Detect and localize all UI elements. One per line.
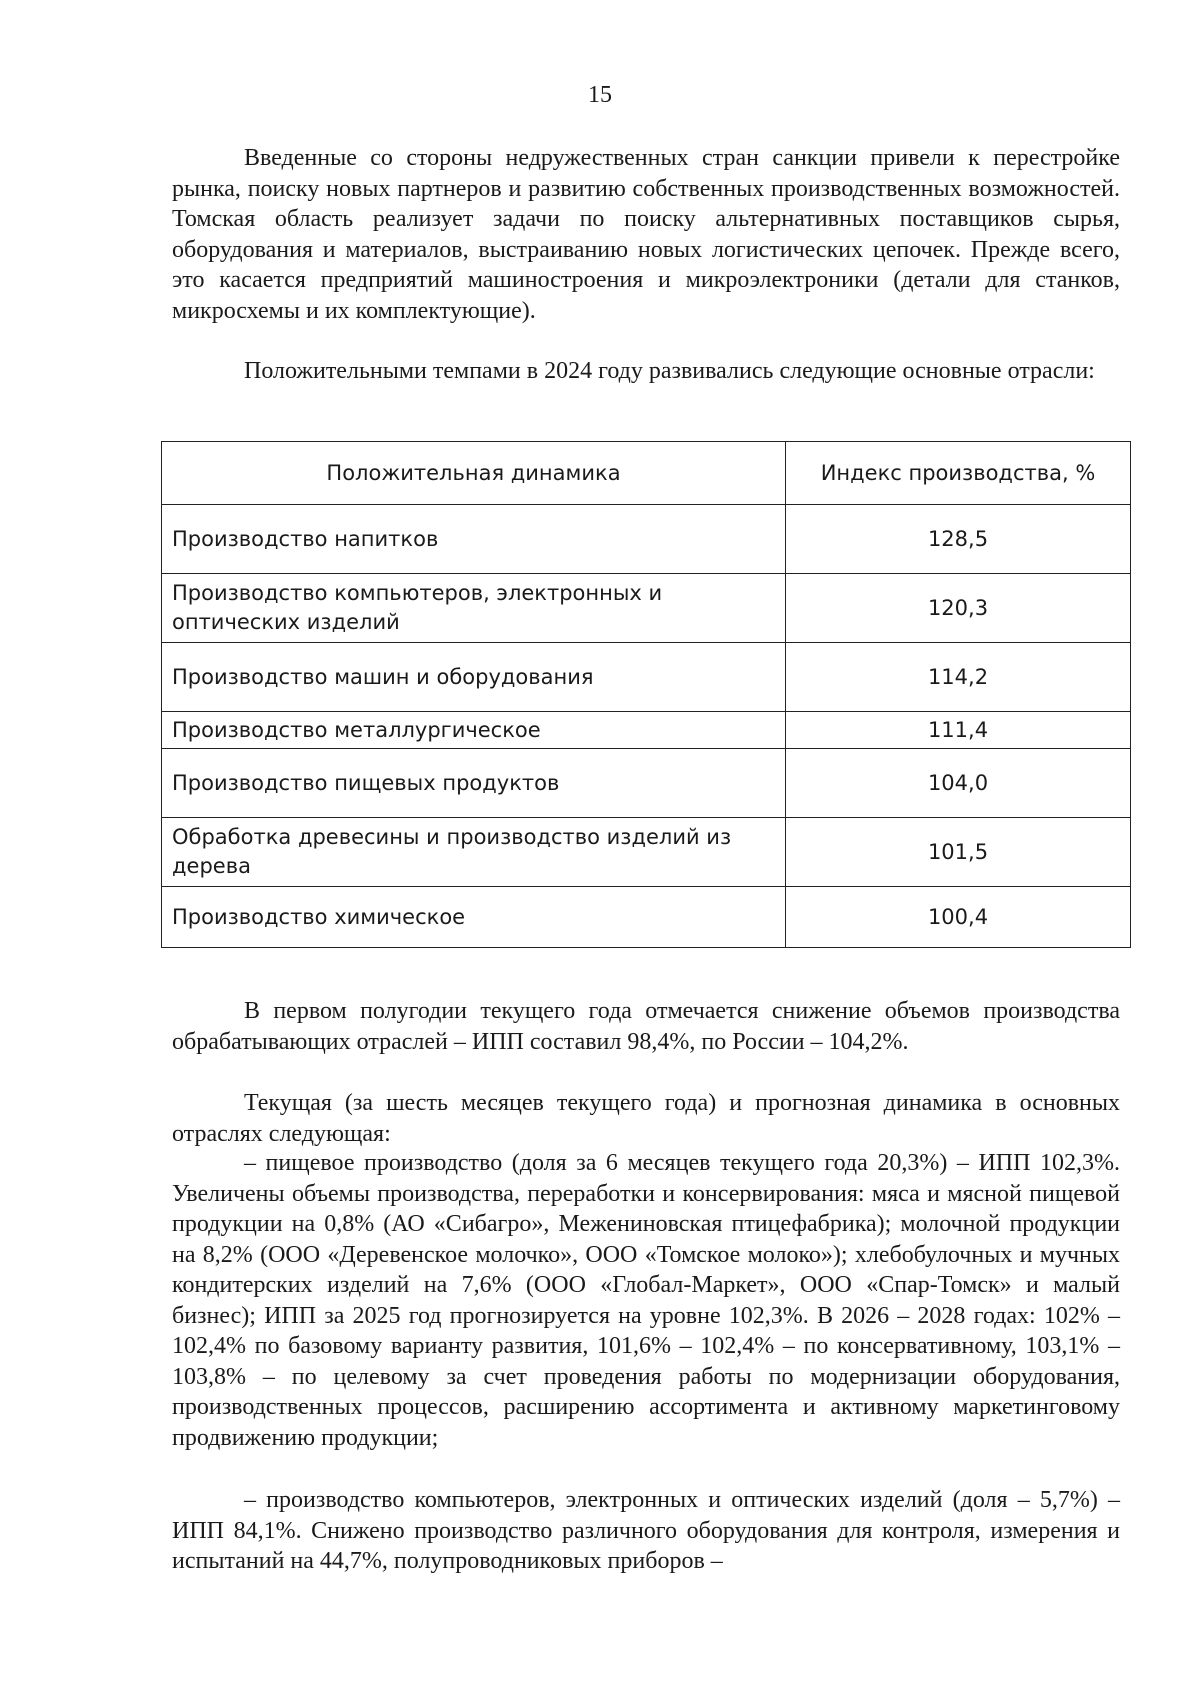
row-value: 100,4 (786, 887, 1131, 948)
table-row (162, 818, 1131, 887)
paragraph-intro: Введенные со стороны недружественных стран санкции привели к перестройке рынка, поиску новых партнеров и развитию собственных производственных возможностей. Томская область реализует задачи по поиску альтернативных поставщиков сырья, оборудования и материалов, выстраиванию новых логистических цепочек. Прежде всего, это касается предприятий машиностроения и микроэлектроники (детали для станков, микросхемы и их комплектующие). (172, 145, 1120, 324)
row-name: Производство химическое (162, 887, 786, 948)
table-row (162, 712, 1131, 749)
production-index-table (161, 441, 1131, 948)
row-name: Обработка древесины и производство изделий из дерева (162, 818, 786, 887)
table-row (162, 574, 1131, 643)
row-value: 128,5 (786, 505, 1131, 574)
header-production-index: Индекс производства, % (786, 442, 1131, 505)
paragraph-lead-in: Положительными темпами в 2024 году развивались следующие основные отрасли: (244, 358, 1095, 384)
row-value: 114,2 (786, 643, 1131, 712)
page-number: 15 (588, 82, 612, 108)
row-value: 120,3 (786, 574, 1131, 643)
table-row (162, 749, 1131, 818)
table-row (162, 887, 1131, 948)
paragraph-current-dynamics: Текущая (за шесть месяцев текущего года) и прогнозная динамика в основных отраслях следующая: (172, 1090, 1120, 1147)
row-name: Производство машин и оборудования (162, 643, 786, 712)
row-name: Производство напитков (162, 505, 786, 574)
row-name: Производство пищевых продуктов (162, 749, 786, 818)
row-name: Производство металлургическое (162, 712, 786, 749)
row-name: Производство компьютеров, электронных и оптических изделий (162, 574, 786, 643)
table-header-row (162, 442, 1131, 505)
row-value: 111,4 (786, 712, 1131, 749)
row-value: 104,0 (786, 749, 1131, 818)
table-row (162, 643, 1131, 712)
paragraph-food-production: – пищевое производство (доля за 6 месяцев текущего года 20,3%) – ИПП 102,3%. Увеличены объемы производства, переработки и консервирования: мяса и мясной пищевой продукции на 0,8% (АО «Сибагро», Межениновская птицефабрика); молочной продукции на 8,2% (ООО «Деревенское молочко», ООО «Томское молоко»); хлебобулочных и мучных кондитерских изделий на 7,6% (ООО «Глобал-Маркет», ООО «Спар-Томск» и малый бизнес); ИПП за 2025 год прогнозируется на уровне 102,3%. В 2026 – 2028 годах: 102% – 102,4% по базовому варианту развития, 101,6% – 102,4% – по консервативному, 103,1% – 103,8% – по целевому за счет проведения работы по модернизации оборудования, производственных процессов, расширению ассортимента и активному маркетинговому продвижению продукции; (172, 1150, 1120, 1451)
row-value: 101,5 (786, 818, 1131, 887)
table-row (162, 505, 1131, 574)
header-positive-dynamics: Положительная динамика (162, 442, 786, 505)
paragraph-computers-production: – производство компьютеров, электронных и оптических изделий (доля – 5,7%) – ИПП 84,1%. Снижено производство различного оборудования для контроля, измерения и испытаний на 44,7%, полупроводниковых приборов – (172, 1487, 1120, 1574)
paragraph-first-half: В первом полугодии текущего года отмечается снижение объемов производства обрабатывающих отраслей – ИПП составил 98,4%, по России – 104,2%. (172, 998, 1120, 1055)
